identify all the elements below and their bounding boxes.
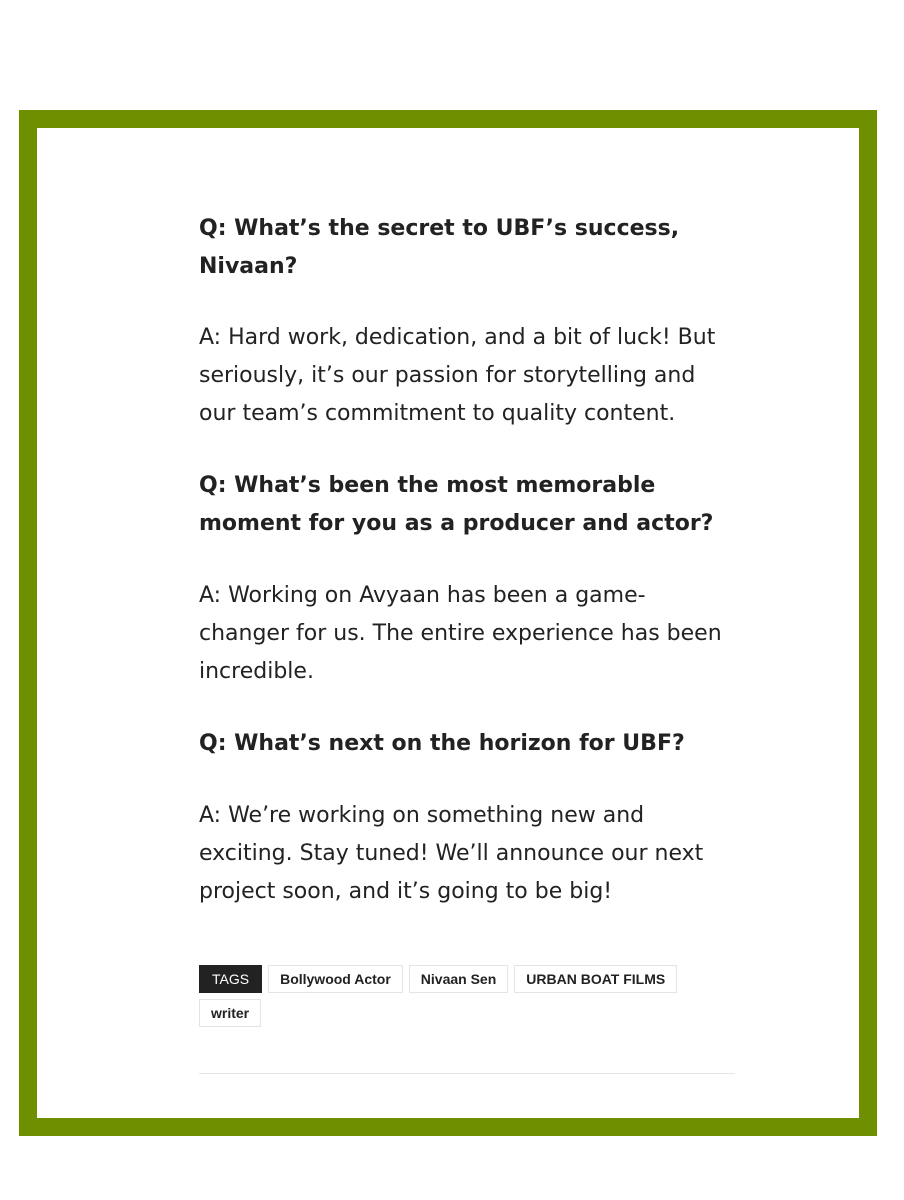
- divider: [199, 1073, 735, 1074]
- answer-3: A: We’re working on something new and exciting. Stay tuned! We’ll announce our next project soon, and it’s going to be big!: [199, 803, 704, 904]
- answer-1: A: Hard work, dedication, and a bit of luck! But seriously, it’s our passion for storytelling and our team’s commitment to quality content.: [199, 325, 716, 426]
- article-body: [199, 210, 735, 1074]
- tag-bollywood-actor[interactable]: Bollywood Actor: [268, 965, 403, 993]
- question-3: Q: What’s next on the horizon for UBF?: [199, 731, 685, 756]
- tag-urban-boat-films[interactable]: URBAN BOAT FILMS: [514, 965, 677, 993]
- tag-writer[interactable]: writer: [199, 999, 261, 1027]
- green-frame: [19, 110, 877, 1136]
- tags-label: TAGS: [199, 965, 262, 993]
- tags-list: [199, 965, 719, 1033]
- answer-2: A: Working on Avyaan has been a game-changer for us. The entire experience has been incredible.: [199, 583, 722, 684]
- tag-nivaan-sen[interactable]: Nivaan Sen: [409, 965, 508, 993]
- question-2: Q: What’s been the most memorable moment for you as a producer and actor?: [199, 473, 714, 536]
- question-1: Q: What’s the secret to UBF’s success, Nivaan?: [199, 216, 680, 279]
